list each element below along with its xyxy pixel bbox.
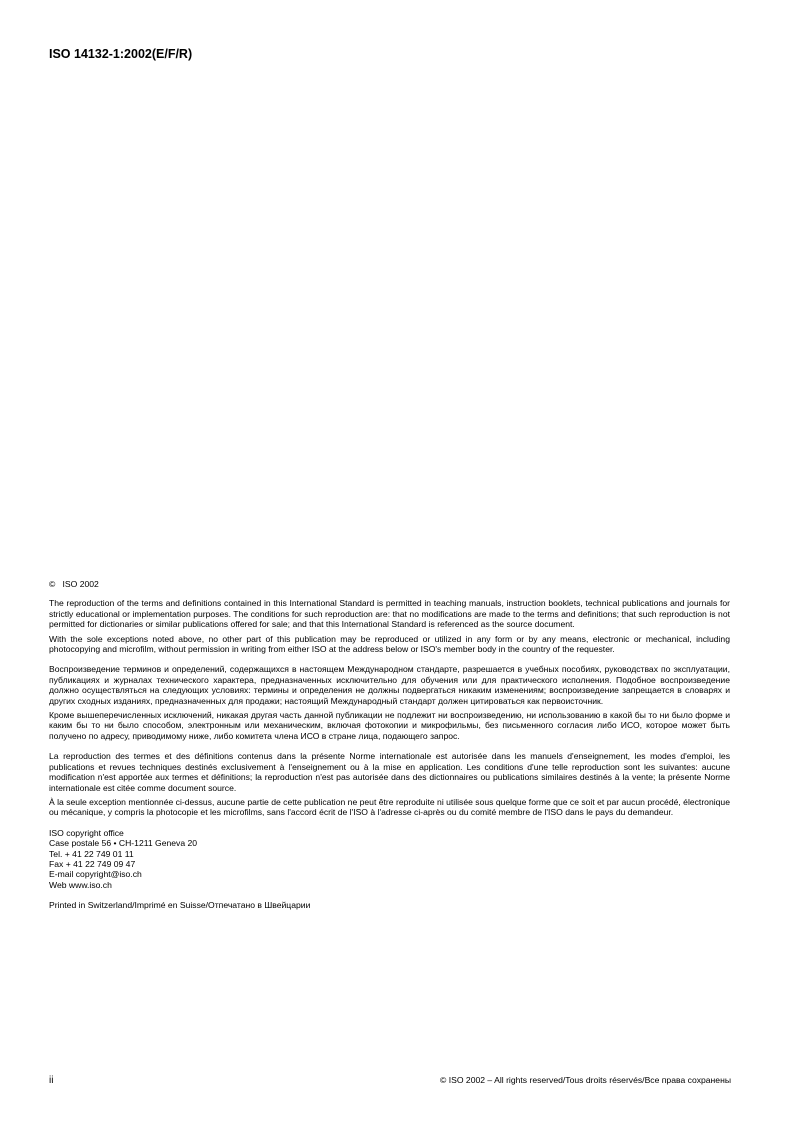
- paragraph-ru-exceptions: Кроме вышеперечисленных исключений, никакая другая часть данной публикации не подлежит ни воспроизведению, ни использованию в какой бы то ни было форме и каким бы то ни было способом, электронным или механическим, включая фотокопии и микрофильмы, без письменного согласия либо ИСО, которое может быть получено по адресу, приводимому ниже, либо комитета члена ИСО в стране лица, подающего запрос.: [49, 710, 730, 741]
- paragraph-ru-reproduction: Воспроизведение терминов и определений, содержащихся в настоящем Международном стандарте, разрешается в учебных пособиях, руководствах по эксплуатации, публикациях и журналах технического характера, предназначенных исключительно для обучения или для практического исполнения. Подобное воспроизведение должно осуществляться на следующих условиях: термины и определения не должны подвергаться никаким изменениям; воспроизведение запрещается в словарях и других сходных изданиях, предназначенных для продажи; настоящий Международный стандарт должен цитироваться как первоисточник.: [49, 664, 730, 706]
- printed-in: Printed in Switzerland/Imprimé en Suisse/Отпечатано в Швейцарии: [49, 900, 311, 911]
- address-office: ISO copyright office: [49, 827, 124, 838]
- copyright-line: [49, 579, 730, 589]
- address-email: E-mail copyright@iso.ch: [49, 869, 142, 880]
- address-fax: Fax + 41 22 749 09 47: [49, 858, 136, 869]
- address-postal: Case postale 56 • CH-1211 Geneva 20: [49, 838, 198, 849]
- copyright-year: ISO 2002: [62, 579, 99, 589]
- paragraph-fr-reproduction: La reproduction des termes et des définitions contenus dans la présente Norme internationale est autorisée dans les manuels d'enseignement, les modes d'emploi, les publications et revues techniques destinés exclusivement à l'enseignement ou à la mise en application. Les conditions d'une telle reproduction sont les suivantes: aucune modification n'est apportée aux termes et définitions; la reproduction n'est pas autorisée dans des dictionnaires ou publications similaires destinés à la vente; la présente Norme internationale est citée comme document source.: [49, 751, 730, 793]
- copyright-block: [49, 579, 730, 911]
- copyright-symbol: ©: [49, 579, 56, 589]
- paragraph-en-reproduction: The reproduction of the terms and definitions contained in this International Standard is permitted in teaching manuals, instruction booklets, technical publications and journals for strictly educational or implementation purposes. The conditions for such reproduction are: that no modifications are made to the terms and definitions; that such reproduction is not permitted for dictionaries or similar publications offered for sale; and that this International Standard is referenced as the source document.: [49, 598, 730, 630]
- document-id: ISO 14132-1:2002(E/F/R): [49, 47, 193, 61]
- paragraph-en-exceptions: With the sole exceptions noted above, no other part of this publication may be reproduced or utilized in any form or by any means, electronic or mechanical, including photocopying and microfilm, without permission in writing from either ISO at the address below or ISO's member body in the country of the requester.: [49, 633, 730, 655]
- footer-rights: © ISO 2002 – All rights reserved/Tous droits réservés/Все права сохранены: [440, 1075, 731, 1085]
- page-number: ii: [49, 1075, 54, 1086]
- address-tel: Tel. + 41 22 749 01 11: [49, 848, 134, 859]
- address-block: [49, 828, 730, 890]
- address-web: Web www.iso.ch: [49, 879, 112, 890]
- paragraph-fr-exceptions: À la seule exception mentionnée ci-dessus, aucune partie de cette publication ne peut être reproduite ni utilisée sous quelque forme que ce soit et par aucun procédé, électronique ou mécanique, y compris la photocopie et les microfilms, sans l'accord écrit de l'ISO à l'adresse ci-après ou du comité membre de l'ISO dans le pays du demandeur.: [49, 796, 730, 818]
